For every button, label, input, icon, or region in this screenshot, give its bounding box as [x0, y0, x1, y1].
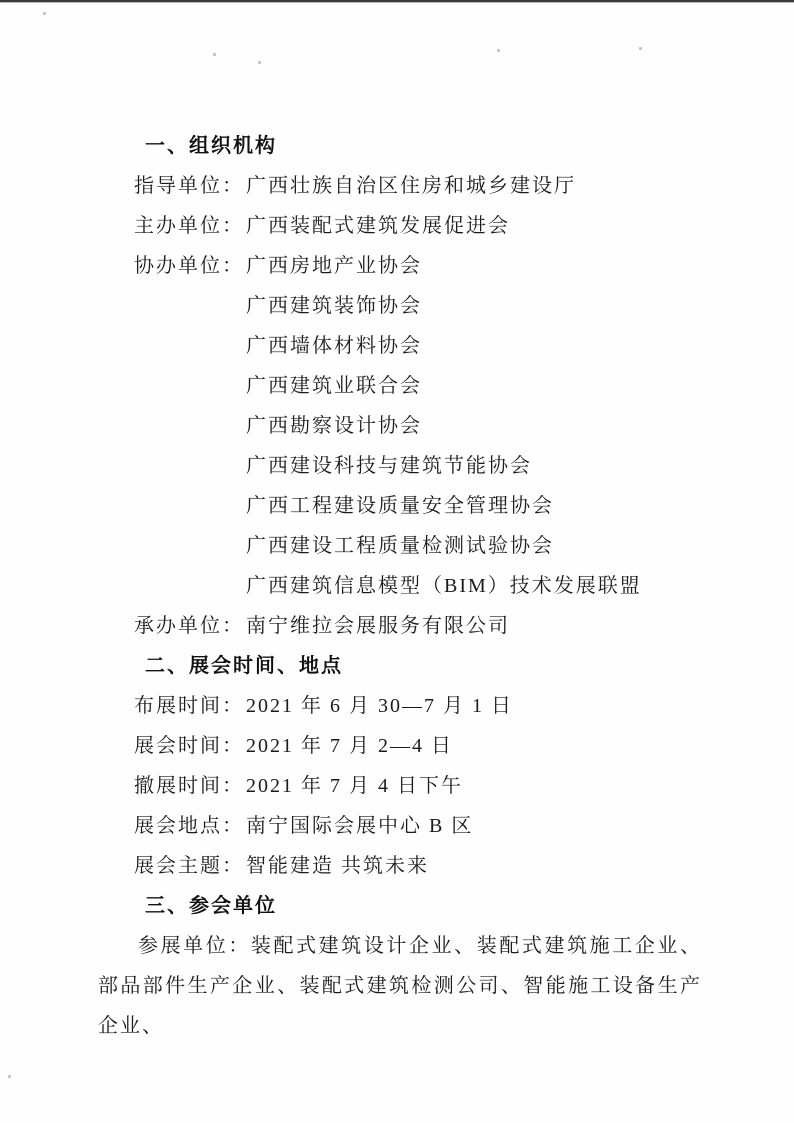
- section-heading-participants: 三、参会单位: [145, 895, 277, 917]
- body-paragraph-exhibitors: 参展单位：装配式建筑设计企业、装配式建筑施工企业、部品部件生产企业、装配式建筑检测公司、智能施工设备生产企业、: [98, 935, 702, 1037]
- field-value: 广西装配式建筑发展促进会: [246, 215, 510, 237]
- field-value: 广西房地产业协会: [246, 255, 422, 277]
- field-row-co-organizer-cont: [98, 326, 702, 366]
- field-value: 2021 年 6 月 30—7 月 1 日: [246, 695, 513, 717]
- field-row-host-unit: [98, 206, 702, 246]
- field-label: [134, 286, 246, 326]
- field-row-co-organizer-cont: [98, 526, 702, 566]
- field-label: [134, 566, 246, 606]
- field-value: 广西建设工程质量检测试验协会: [246, 535, 554, 557]
- field-label: [134, 326, 246, 366]
- field-label: [134, 526, 246, 566]
- scan-speckle: [8, 1075, 11, 1078]
- field-value: 2021 年 7 月 4 日下午: [246, 775, 463, 797]
- field-value: 南宁维拉会展服务有限公司: [246, 615, 510, 637]
- field-value: 广西墙体材料协会: [246, 335, 422, 357]
- field-label: 展会地点：: [134, 815, 244, 837]
- field-row-guidance-unit: [98, 166, 702, 206]
- field-value: 南宁国际会展中心 B 区: [246, 815, 474, 837]
- scan-speckle: [213, 53, 216, 56]
- field-label: 指导单位：: [134, 175, 244, 197]
- field-label: 承办单位：: [134, 615, 244, 637]
- field-value: 智能建造 共筑未来: [246, 855, 429, 877]
- document-body: [98, 126, 702, 1046]
- field-row-setup-time: [98, 686, 702, 726]
- scan-speckle: [497, 49, 500, 52]
- field-label: [134, 486, 246, 526]
- field-row-co-organizer-cont: [98, 406, 702, 446]
- field-row-co-organizer-cont: [98, 286, 702, 326]
- field-value: 广西建筑业联合会: [246, 375, 422, 397]
- scan-edge-artifact: [0, 0, 794, 3]
- field-row-exhibition-time: [98, 726, 702, 766]
- field-value: 广西建筑信息模型（BIM）技术发展联盟: [246, 575, 642, 597]
- field-value: 广西工程建设质量安全管理协会: [246, 495, 554, 517]
- field-value: 广西壮族自治区住房和城乡建设厅: [246, 175, 576, 197]
- field-label: 展会主题：: [134, 855, 244, 877]
- field-row-co-organizer-cont: [98, 486, 702, 526]
- field-label: [134, 406, 246, 446]
- section-heading-time-place: 二、展会时间、地点: [145, 655, 343, 677]
- scan-speckle: [43, 12, 46, 15]
- field-label: 撤展时间：: [134, 775, 244, 797]
- field-label: 布展时间：: [134, 695, 244, 717]
- field-row-exhibition-place: [98, 806, 702, 846]
- field-label: [134, 366, 246, 406]
- scan-speckle: [258, 61, 261, 64]
- field-label: 展会时间：: [134, 735, 244, 757]
- field-row-co-organizer-cont: [98, 446, 702, 486]
- field-row-co-organizer-cont: [98, 566, 702, 606]
- scan-speckle: [639, 47, 642, 50]
- field-label: 协办单位：: [134, 255, 244, 277]
- field-row-teardown-time: [98, 766, 702, 806]
- field-label: 主办单位：: [134, 215, 244, 237]
- section-heading-organization: 一、组织机构: [145, 135, 277, 157]
- field-label: [134, 446, 246, 486]
- field-row-undertaker-unit: [98, 606, 702, 646]
- field-value: 广西建筑装饰协会: [246, 295, 422, 317]
- field-value: 广西勘察设计协会: [246, 415, 422, 437]
- field-row-co-organizer: [98, 246, 702, 286]
- field-row-exhibition-theme: [98, 846, 702, 886]
- field-row-co-organizer-cont: [98, 366, 702, 406]
- field-value: 广西建设科技与建筑节能协会: [246, 455, 532, 477]
- field-value: 2021 年 7 月 2—4 日: [246, 735, 453, 757]
